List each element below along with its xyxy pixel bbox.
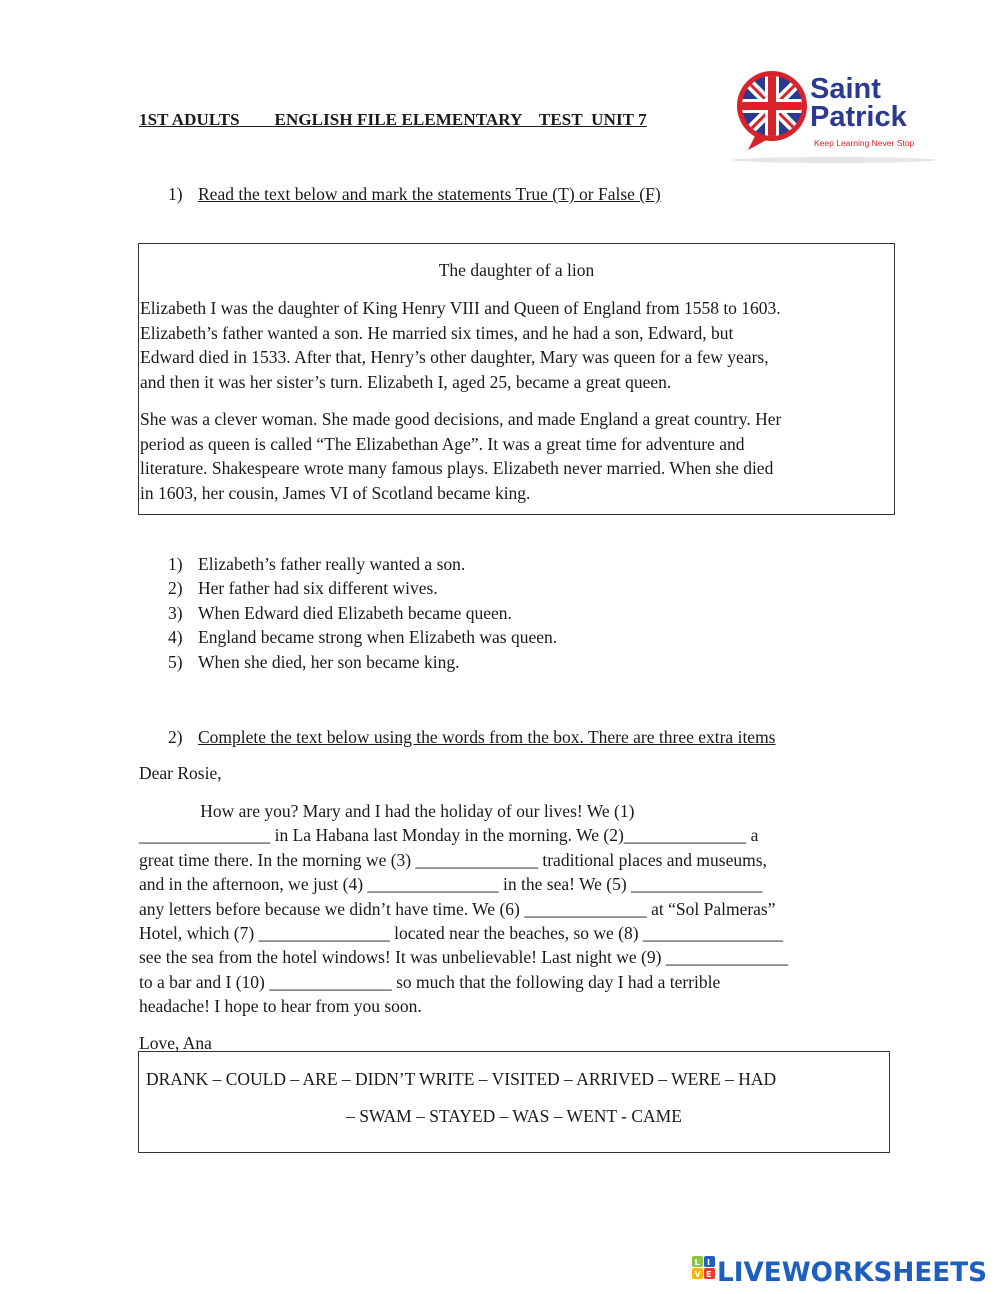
letter-closing: Love, Ana [139, 1033, 212, 1053]
book-title: ENGLISH FILE ELEMENTARY [274, 110, 522, 129]
letter-line[interactable]: How are you? Mary and I had the holiday of our lives! We (1) [139, 801, 635, 821]
statement-item[interactable]: 5) When she died, her son became king. [168, 651, 460, 672]
logo-word-patrick: Patrick [810, 101, 907, 133]
saint-patrick-logo [728, 66, 938, 164]
reading-paragraph-2: She was a clever woman. She made good decisions, and made England a great country. Her period as queen is called “The Elizabethan Age”. It was a great time for adventure and literature. Shakespeare wrote many famous plays. Elizabeth never married. When she died in 1603, her cousin, James VI of Scotland became king. [140, 409, 782, 503]
letter-line[interactable]: to a bar and I (10) ______________ so much that the following day I had a terrible [139, 971, 721, 992]
letter-line[interactable]: _______________ in La Habana last Monday in the morning. We (2)______________ a [139, 825, 759, 846]
letter-greeting: Dear Rosie, [139, 763, 222, 783]
svg-text:I: I [707, 1258, 710, 1267]
liveworksheets-watermark [692, 1250, 988, 1286]
exercise-2-instruction: 2) Complete the text below using the words from the box. There are three extra items [168, 727, 776, 747]
letter-line[interactable]: and in the afternoon, we just (4) _______________ in the sea! We (5) _______________ [139, 874, 763, 895]
letter-line[interactable]: see the sea from the hotel windows! It was unbelievable! Last night we (9) ______________ [139, 947, 789, 968]
logo-tagline: Keep Learning Never Stop [814, 138, 915, 148]
letter-body [139, 799, 879, 1019]
svg-text:L: L [694, 1258, 700, 1267]
svg-text:E: E [706, 1270, 712, 1279]
reading-paragraph-1: Elizabeth I was the daughter of King Henry VIII and Queen of England from 1558 to 1603. Elizabeth’s father wanted a son. He married six times, and he had a son, Edward, but Edward died in 1533. After that, Henry’s other daughter, Mary was queen for a few years, and then it was her sister’s turn. Elizabeth I, aged 25, became a great queen. [140, 298, 781, 392]
letter-line[interactable]: great time there. In the morning we (3) ______________ traditional places and museums, [139, 849, 767, 870]
statement-item[interactable]: 4) England became strong when Elizabeth was queen. [168, 627, 558, 648]
true-false-statements [168, 552, 557, 674]
liveworksheets-text: LIVEWORKSHEETS [717, 1257, 987, 1286]
course-label: 1ST ADULTS [139, 110, 240, 129]
reading-text-box [138, 243, 895, 515]
letter-line[interactable]: Hotel, which (7) _______________ located near the beaches, so we (8) ________________ [139, 923, 783, 944]
worksheet-header [139, 110, 647, 130]
letter-line[interactable]: headache! I hope to hear from you soon. [139, 996, 422, 1017]
word-box-line-1: DRANK – COULD – ARE – DIDN’T WRITE – VISITED – ARRIVED – WERE – HAD [146, 1069, 777, 1089]
reading-title: The daughter of a lion [438, 260, 595, 280]
logo-word-saint: Saint [810, 73, 881, 105]
statement-item[interactable]: 2) Her father had six different wives. [168, 578, 438, 599]
statement-item[interactable]: 3) When Edward died Elizabeth became queen. [168, 602, 512, 623]
exercise-1-instruction: 1) Read the text below and mark the statements True (T) or False (F) [168, 184, 661, 204]
word-box [138, 1051, 890, 1153]
test-title: TEST UNIT 7 [538, 110, 647, 129]
statement-item[interactable]: 1) Elizabeth’s father really wanted a son. [168, 554, 466, 574]
word-box-line-2: – SWAM – STAYED – WAS – WENT - CAME [346, 1106, 682, 1126]
svg-text:V: V [694, 1270, 701, 1279]
letter-line[interactable]: any letters before because we didn’t have time. We (6) ______________ at “Sol Palmeras” [139, 898, 776, 919]
